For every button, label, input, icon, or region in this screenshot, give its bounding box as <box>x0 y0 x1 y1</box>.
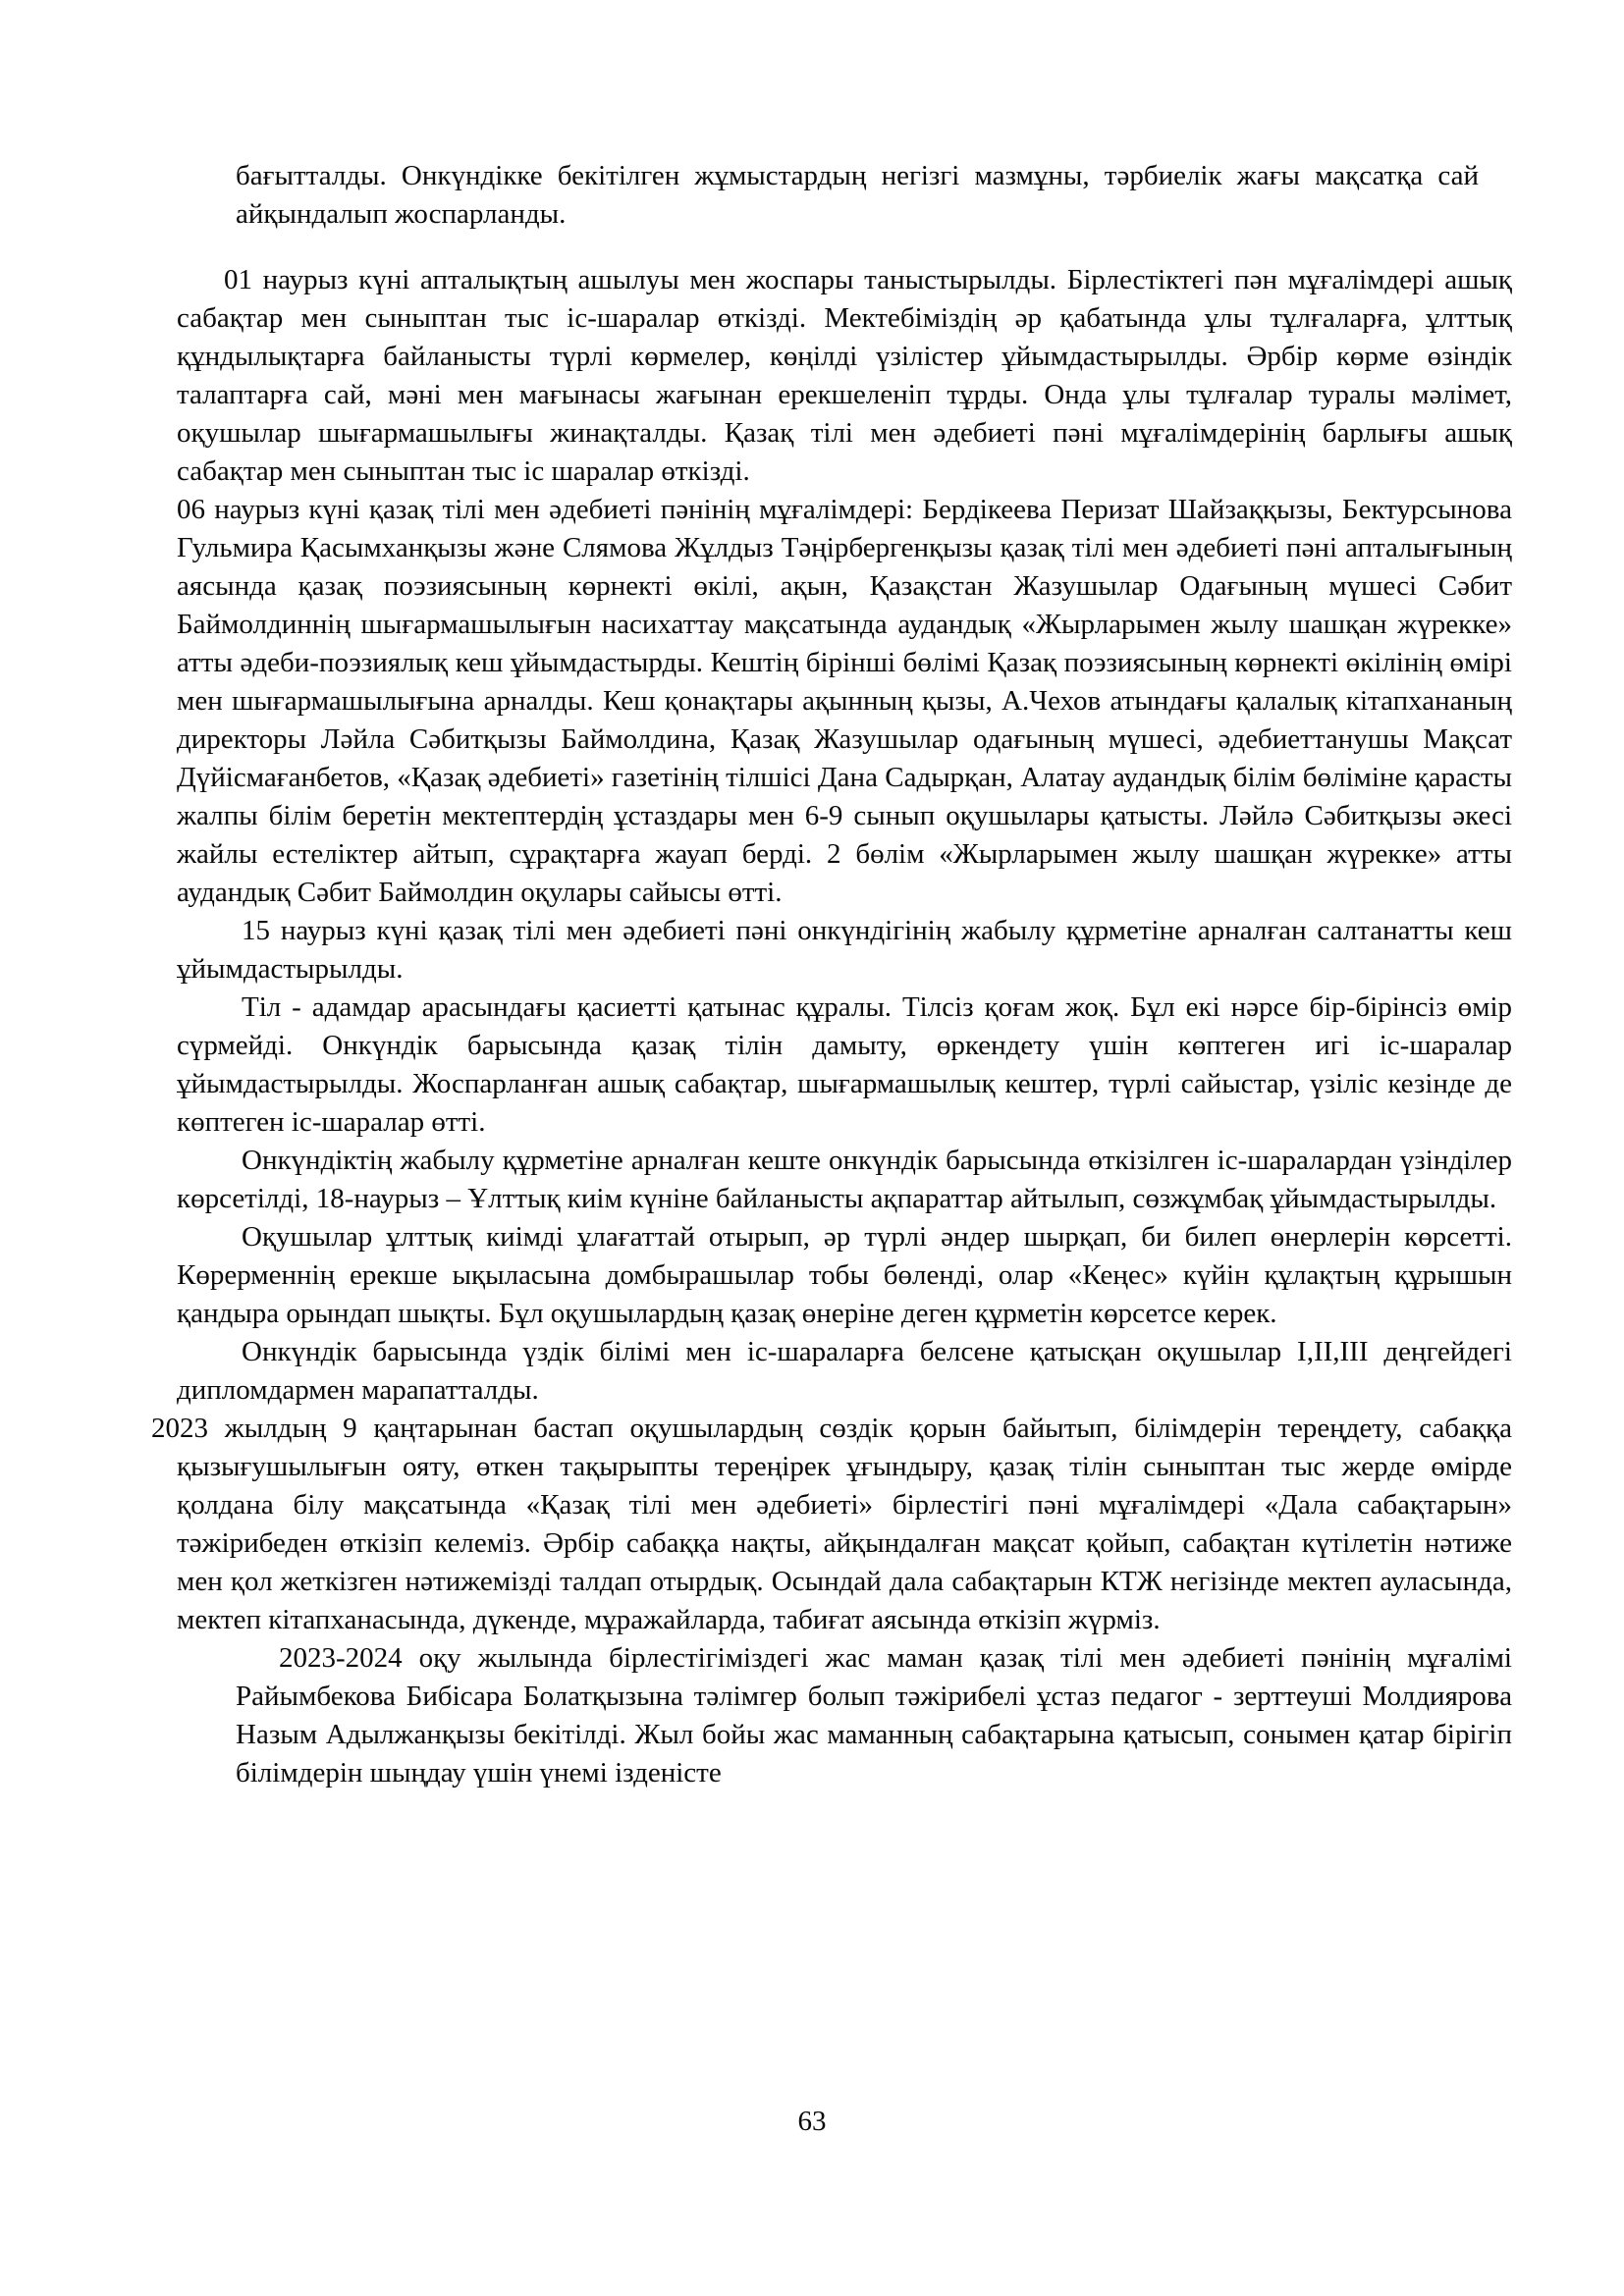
paragraph: Онкүндік барысында үздік білімі мен іс-шараларға белсене қатысқан оқушылар I,II,III деңгейдегі дипломдармен марапатталды. <box>177 1336 1512 1406</box>
paragraph: 2023-2024 оқу жылында бірлестігіміздегі жас маман қазақ тілі мен әдебиеті пәнінің мұғалімі Райымбекова Бибісара Болатқызына тәлімгер болып тәжірибелі ұстаз педагог - зерттеуші Молдиярова Назым Адылжанқызы бекітілді. Жыл бойы жас маманның сабақтарына қатысып, сонымен қатар бірігіп білімдерін шыңдау үшін үнемі ізденісте <box>236 1642 1512 1789</box>
page-number: 63 <box>797 2106 827 2137</box>
paragraph: Тіл - адамдар арасындағы қасиетті қатынас құралы. Тілсіз қоғам жоқ. Бұл екі нәрсе бір-бірінсіз өмір сүрмейді. Онкүндік барысында қазақ тілін дамыту, өркендету үшін көптеген игі іс-шаралар ұйымдастырылды. Жоспарланған ашық сабақтар, шығармашылық кештер, түрлі сайыстар, үзіліс кезінде де көптеген іс-шаралар өтті. <box>177 991 1512 1138</box>
paragraph: 06 наурыз күні қазақ тілі мен әдебиеті пәнінің мұғалімдері: Бердікеева Перизат Шайзаққызы, Бектурсынова Гульмира Қасымханқызы және Слямова Жұлдыз Тәңірбергенқызы қазақ тілі мен әдебиеті пәні апталығының аясында қазақ поэзиясының көрнекті өкілі, ақын, Қазақстан Жазушылар Одағының мүшесі Сәбит Баймолдиннің шығармашылығын насихаттау мақсатында аудандық «Жырларымен жылу шашқан жүрекке» атты әдеби-поэзиялық кеш ұйымдастырды. Кештің бірінші бөлімі Қазақ поэзиясының көрнекті өкілінің өмірі мен шығармашылығына арналды. Кеш қонақтары ақынның қызы, А.Чехов атындағы қалалық кітапхананың директоры Ләйла Сәбитқызы Баймолдина, Қазақ Жазушылар одағының мүшесі, әдебиеттанушы Мақсат Дүйісмағанбетов, «Қазақ әдебиеті» газетінің тілшісі Дана Садырқан, Алатау аудандық білім бөліміне қарасты жалпы білім беретін мектептердің ұстаздары мен 6-9 сынып оқушылары қатысты. Ләйлә Сәбитқызы әкесі жайлы естеліктер айтып, сұрақтарға жауап берді. 2 бөлім «Жырларымен жылу шашқан жүрекке» атты аудандық Сәбит Баймолдин оқулары сайысы өтті. <box>177 494 1512 908</box>
paragraph: 01 наурыз күні апталықтың ашылуы мен жоспары таныстырылды. Бірлестіктегі пән мұғалімдері ашық сабақтар мен сыныптан тыс іс-шаралар өткізді. Мектебіміздің әр қабатында ұлы тұлғаларға, ұлттық құндылықтарға байланысты түрлі көрмелер, көңілді үзілістер ұйымдастырылды. Әрбір көрме өзіндік талаптарға сай, мәні мен мағынасы жағынан ерекшеленіп тұрды. Онда ұлы тұлғалар туралы мәлімет, оқушылар шығармашылығы жинақталды. Қазақ тілі мен әдебиеті пәні мұғалімдерінің барлығы ашық сабақтар мен сыныптан тыс іс шаралар өткізді. <box>177 264 1512 487</box>
paragraph: 2023 жылдың 9 қаңтарынан бастап оқушылардың сөздік қорын байытып, білімдерін тереңдету, сабаққа қызығушылығын ояту, өткен тақырыпты тереңірек ұғындыру, қазақ тілін сыныптан тыс жерде өмірде қолдана білу мақсатында «Қазақ тілі мен әдебиеті» бірлестігі пәні мұғалімдері «Дала сабақтарын» тәжірибеден өткізіп келеміз. Әрбір сабаққа нақты, айқындалған мақсат қойып, сабақтан күтілетін нәтиже мен қол жеткізген нәтижемізді талдап отырдық. Осындай дала сабақтарын КТЖ негізінде мектеп ауласында, мектеп кітапханасында, дүкенде, мұражайларда, табиғат аясында өткізіп жүрміз. <box>151 1413 1512 1635</box>
paragraph: бағытталды. Онкүндікке бекітілген жұмыстардың негізгі мазмұны, тәрбиелік жағы мақсатқа сай айқындалып жоспарланды. <box>236 160 1479 230</box>
text-block <box>151 157 1512 1792</box>
paragraph: Оқушылар ұлттық киімді ұлағаттай отырып, әр түрлі әндер шырқап, би билеп өнерлерін көрсетті. Көрерменнің ерекше ықыласына домбырашылар тобы бөленді, олар «Кеңес» күйін құлақтың құрышын қандыра орындап шықты. Бұл оқушылардың қазақ өнеріне деген құрметін көрсетсе керек. <box>177 1221 1512 1329</box>
paragraph: 15 наурыз күні қазақ тілі мен әдебиеті пәні онкүндігінің жабылу құрметіне арналған салтанатты кеш ұйымдастырылды. <box>177 915 1512 985</box>
paragraph: Онкүндіктің жабылу құрметіне арналған кеште онкүндік барысында өткізілген іс-шаралардан үзінділер көрсетілді, 18-наурыз – Ұлттық киім күніне байланысты ақпараттар айтылып, сөзжұмбақ ұйымдастырылды. <box>177 1145 1512 1214</box>
